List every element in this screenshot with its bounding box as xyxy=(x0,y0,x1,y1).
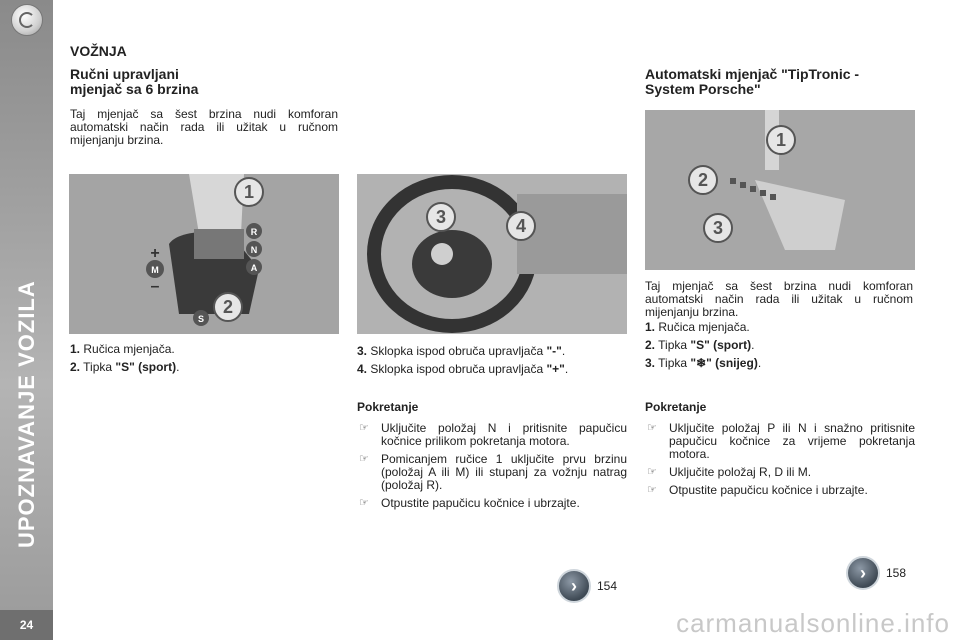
list-item: ☞ Uključite položaj P ili N i snažno pritisnite papučicu kočnice za vrijeme pokretanja motora. xyxy=(647,421,915,461)
brand-logo-icon xyxy=(11,4,43,36)
sidebar xyxy=(0,0,53,640)
middle-pokretanje-title: Pokretanje xyxy=(357,400,419,414)
callout-2: 2 xyxy=(222,297,234,317)
automatic-gearbox-photo xyxy=(645,110,915,270)
page-reference-number: 154 xyxy=(597,579,618,593)
left-title-line1: Ručni upravljani xyxy=(70,66,179,82)
right-pokretanje-title: Pokretanje xyxy=(645,400,707,414)
list-item: ☞ Otpustite papučicu kočnice i ubrzajte. xyxy=(359,496,580,510)
right-title-line1: Automatski mjenjač "TipTronic - xyxy=(645,66,860,82)
list-item: ☞ Uključite položaj R, D ili M. xyxy=(647,465,812,479)
left-intro: Taj mjenjač sa šest brzina nudi komforan automatski način rada ili užitak u ručnom mijenjanju brzina. xyxy=(70,107,338,147)
list-item: 1. Ručica mjenjača. xyxy=(645,320,750,334)
label-m: M xyxy=(151,265,159,275)
page-reference-154[interactable] xyxy=(557,569,617,603)
callout-1-auto: 1 xyxy=(775,130,787,150)
manual-gearbox-illustration xyxy=(69,174,339,334)
callout-4: 4 xyxy=(515,216,527,236)
label-a: A xyxy=(250,263,258,273)
label-s: S xyxy=(197,314,205,324)
list-item: ☞ Pomicanjem ručice 1 uključite prvu brzinu (položaj A ili M) ili stupanj za vožnju natrag (položaj R). xyxy=(359,452,627,492)
right-intro: Taj mjenjač sa šest brzina nudi komforan automatski način rada ili užitak u ručnom mijenjanju brzina. xyxy=(645,279,913,319)
right-title xyxy=(645,67,859,97)
left-legend xyxy=(70,340,340,376)
left-title xyxy=(70,67,198,97)
right-bullets xyxy=(645,422,915,502)
right-title-line2: System Porsche" xyxy=(645,81,761,97)
hand-pointer-icon: ☞ xyxy=(359,497,369,509)
right-legend xyxy=(645,318,915,372)
list-item: 1. Ručica mjenjača. xyxy=(70,342,175,356)
label-r: R xyxy=(250,227,258,237)
watermark: carmanualsonline.info xyxy=(676,608,950,638)
middle-bullets xyxy=(357,422,627,515)
steering-wheel-illustration xyxy=(357,174,627,334)
list-item: ☞ Uključite položaj N i pritisnite papučicu kočnice prilikom pokretanja motora. xyxy=(359,421,627,448)
list-item: 3. Tipka "❄" (snijeg). xyxy=(645,356,762,370)
steering-wheel-photo xyxy=(357,174,627,334)
label-minus: – xyxy=(150,278,160,295)
page-reference-158[interactable] xyxy=(846,556,906,590)
middle-legend xyxy=(357,342,627,378)
chevron-right-icon[interactable]: › xyxy=(846,556,880,590)
page-reference-number: 158 xyxy=(886,566,907,580)
list-item: 2. Tipka "S" (sport). xyxy=(645,338,755,352)
callout-2-auto: 2 xyxy=(697,170,709,190)
manual-gearbox-photo xyxy=(69,174,339,334)
list-item: 3. Sklopka ispod obruča upravljača "-". xyxy=(357,344,566,358)
chevron-right-icon[interactable]: › xyxy=(557,569,591,603)
automatic-gearbox-illustration xyxy=(645,110,915,270)
page-number: 24 xyxy=(0,610,53,640)
label-n: N xyxy=(250,245,258,255)
callout-3: 3 xyxy=(435,207,447,227)
hand-pointer-icon: ☞ xyxy=(647,422,657,434)
hand-pointer-icon: ☞ xyxy=(647,466,657,478)
callout-3-auto: 3 xyxy=(712,218,724,238)
hand-pointer-icon: ☞ xyxy=(359,422,369,434)
list-item: 4. Sklopka ispod obruča upravljača "+". xyxy=(357,362,569,376)
hand-pointer-icon: ☞ xyxy=(359,453,369,465)
list-item: 2. Tipka "S" (sport). xyxy=(70,360,180,374)
hand-pointer-icon: ☞ xyxy=(647,484,657,496)
vertical-chapter-title: UPOZNAVANJE VOZILA xyxy=(14,280,39,548)
section-title: VOŽNJA xyxy=(70,43,127,59)
label-plus: + xyxy=(150,245,160,262)
left-title-line2: mjenjač sa 6 brzina xyxy=(70,81,199,97)
callout-1: 1 xyxy=(243,182,255,202)
list-item: ☞ Otpustite papučicu kočnice i ubrzajte. xyxy=(647,483,868,497)
